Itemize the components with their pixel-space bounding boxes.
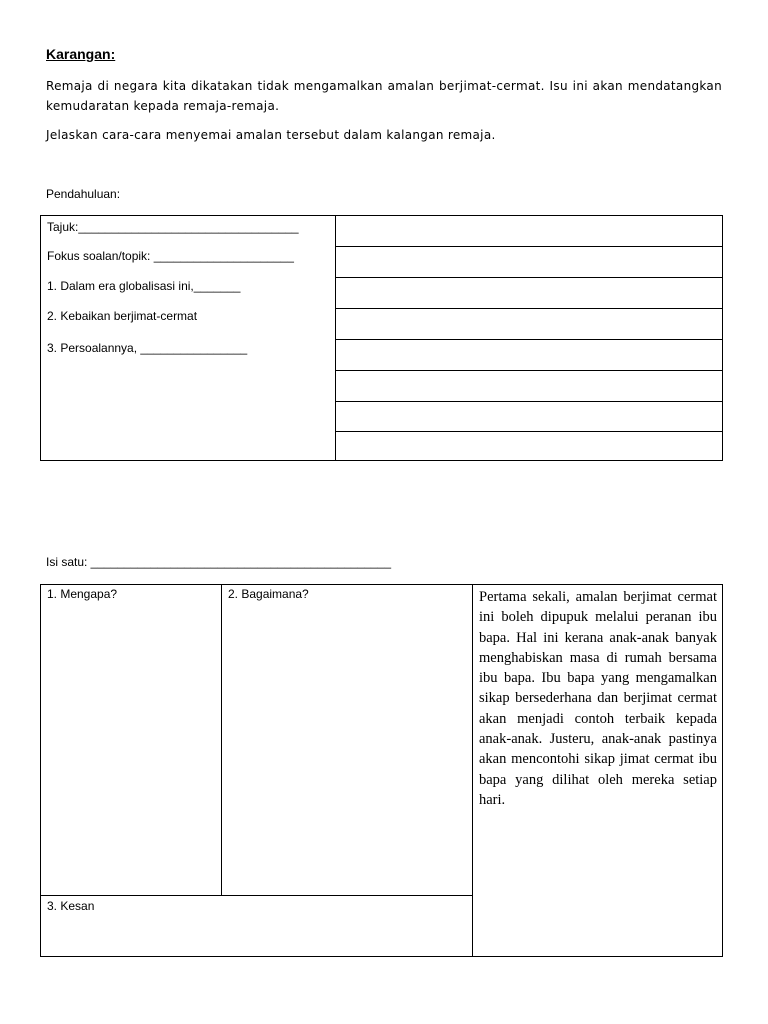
intro-item-2: 2. Kebaikan berjimat-cermat — [47, 309, 198, 323]
answer-paragraph: Pertama sekali, amalan berjimat cermat ini boleh dipupuk melalui peranan ibu bapa. Hal ini kerana anak-anak banyak menghabiskan masa di rumah bersama ibu bapa. Ibu bapa yang mengamalkan sikap bersederhana dan berjimat cermat akan menjadi contoh terbaik kepada anak-anak. Justeru, anak-anak pastinya akan mencontohi sikap jimat cermat ibu bapa yang dilihat oleh mereka setiap hari. — [479, 589, 717, 808]
question-instruction: Jelaskan cara-cara menyemai amalan tersebut dalam kalangan remaja. — [46, 128, 496, 142]
intro-item-title: Tajuk:_________________________________ — [47, 220, 299, 234]
cell-bagaimana: 2. Bagaimana? — [228, 587, 309, 601]
writing-line — [336, 431, 722, 432]
cell-kesan: 3. Kesan — [47, 899, 95, 913]
essay-heading: Karangan: — [46, 46, 116, 62]
cell-mengapa: 1. Mengapa? — [47, 587, 118, 601]
intro-outline-cell — [41, 216, 336, 460]
writing-line — [336, 339, 722, 340]
intro-writing-lines[interactable] — [336, 216, 722, 460]
writing-line — [336, 277, 722, 278]
column-divider — [472, 585, 473, 956]
isi-satu-label: Isi satu: _____________________________________________ — [46, 555, 392, 569]
writing-line — [336, 370, 722, 371]
column-divider — [221, 585, 222, 895]
intro-item-1: 1. Dalam era globalisasi ini,_______ — [47, 279, 241, 293]
question-paragraph: Remaja di negara kita dikatakan tidak mengamalkan amalan berjimat-cermat. Isu ini akan mendatangkan kemudaratan kepada remaja-remaja. — [46, 79, 722, 113]
intro-item-focus: Fokus soalan/topik: _____________________ — [47, 249, 294, 263]
intro-item-3: 3. Persoalannya, ________________ — [47, 341, 248, 355]
intro-table — [40, 215, 723, 461]
intro-label: Pendahuluan: — [46, 187, 121, 201]
row-divider — [41, 895, 472, 896]
writing-line — [336, 308, 722, 309]
writing-line — [336, 246, 722, 247]
isi-table — [40, 584, 723, 957]
writing-line — [336, 401, 722, 402]
